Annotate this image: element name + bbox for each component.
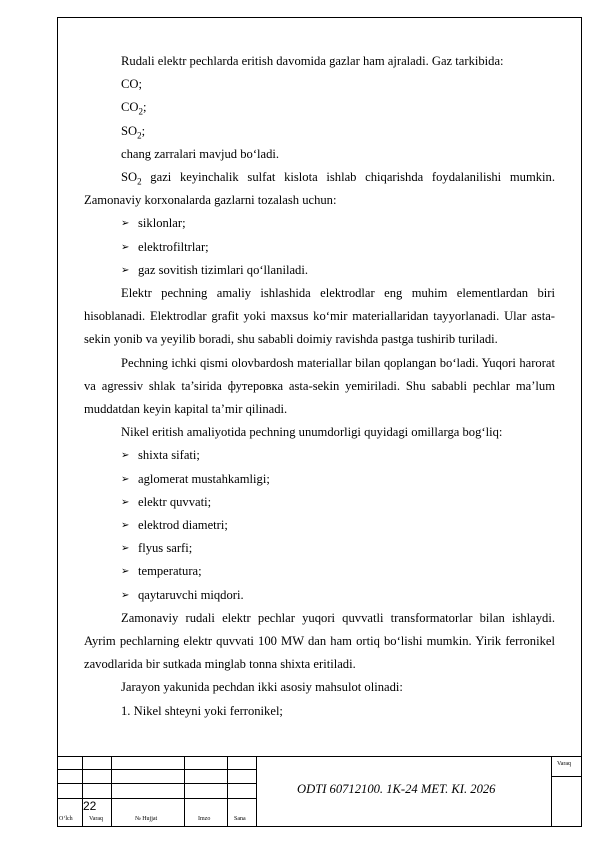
paragraph-product-1: 1. Nikel shteyni yoki ferronikel; [121, 703, 283, 718]
bullet-text: flyus sarfi; [138, 541, 193, 556]
bullet-text: elektrod diametri; [138, 518, 228, 533]
bullet-text: elektrofiltrlar; [138, 239, 209, 254]
paragraph-gases-intro: Rudali elektr pechlarda eritish davomida gazlar ham ajraladi. Gaz tarkibida: [121, 54, 504, 68]
list-line-co2 [84, 96, 555, 119]
bullet-item [84, 468, 555, 491]
bullet-text: shixta sifati; [138, 448, 200, 463]
bullet-item [84, 491, 555, 514]
paragraph-electrodes: Elektr pechning amaliy ishlashida elektrodlar eng muhim elementlardan biri hisoblanadi. Elektrodlar grafit yoki maxsus ko‘mir materiallaridan tayyorlanadi. Ular asta-sekin yonib va yeyilib boradi, shu sababli doimiy ravishda pastga tushirib turiladi. [84, 286, 555, 347]
list-line-co: CO; [121, 77, 142, 92]
col-olch-label: O‘lch [59, 816, 73, 822]
paragraph-lining: Pechning ichki qismi olovbardosh materiallar bilan qoplangan bo‘ladi. Yuqori harorat va agressiv shlak ta’sirida футеровка asta-sekin yemiriladi. Shu sababli pechlar ma’lum muddatdan keyin kapital ta’mir qilinadi. [84, 355, 555, 417]
stamp-grid-line [256, 756, 257, 827]
arrow-bullet-icon: ➢ [121, 218, 130, 230]
arrow-bullet-icon: ➢ [121, 241, 130, 253]
varaq-label: Varaq [557, 761, 571, 767]
arrow-bullet-icon: ➢ [121, 589, 130, 601]
paragraph-transformers: Zamonaviy rudali elektr pechlar yuqori quvvatli transformatorlar bilan ishlaydi. Ayrim pechlarning elektr quvvati 100 MW dan ham ortiq bo‘lishi mumkin. Yirik ferronikel zavodlarida bir sutkada minglab tonna shixta eritiladi. [84, 610, 555, 672]
stamp-grid-line [82, 756, 83, 827]
co2-semicolon: ; [143, 100, 147, 115]
arrow-bullet-icon: ➢ [121, 520, 130, 532]
paragraph-productivity: Nikel eritish amaliyotida pechning unumdorligi quyidagi omillarga bog‘liq: [121, 425, 503, 440]
stamp-grid-line [551, 776, 582, 777]
bullet-text: aglomerat mustahkamligi; [138, 471, 270, 486]
so2-text: SO [121, 170, 138, 185]
list-line-so2 [84, 120, 555, 143]
bullet-item [84, 560, 555, 583]
col-sana-label: Sana [234, 816, 246, 822]
bullet-text: qaytaruvchi miqdori. [138, 587, 244, 602]
col-varaq-label: Varaq [89, 816, 103, 822]
bullet-item [84, 444, 555, 467]
arrow-bullet-icon: ➢ [121, 473, 130, 485]
document-body [84, 50, 555, 723]
bullet-text: siklonlar; [138, 216, 186, 231]
co2-text: CO [121, 100, 139, 115]
bullet-item [84, 584, 555, 607]
stamp-grid-line [184, 756, 185, 827]
so2-semicolon: ; [141, 123, 146, 138]
paragraph-products-intro: Jarayon yakunida pechdan ikki asosiy mahsulot olinadi: [121, 680, 403, 695]
list-line-dust: chang zarralari mavjud bo‘ladi. [121, 146, 280, 161]
arrow-bullet-icon: ➢ [121, 264, 130, 276]
col-hujjat-label: № Hujjat [135, 816, 158, 822]
so2-text: SO [121, 123, 138, 138]
arrow-bullet-icon: ➢ [121, 450, 130, 462]
stamp-grid-line [227, 756, 228, 827]
co2-subscript: 2 [138, 106, 143, 117]
bullet-item [84, 537, 555, 560]
page-number: 22 [83, 799, 97, 813]
stamp-grid-line [111, 756, 112, 827]
bullet-text: gaz sovitish tizimlari qo‘llaniladi. [138, 262, 308, 277]
col-imzo-label: Imzo [198, 816, 211, 822]
arrow-bullet-icon: ➢ [121, 566, 130, 578]
bullet-item [84, 236, 555, 259]
so2-subscript: 2 [137, 130, 142, 141]
bullet-item [84, 259, 555, 282]
bullet-text: elektr quvvati; [138, 494, 212, 509]
bullet-item [84, 514, 555, 537]
paragraph-so2-usage [84, 166, 555, 212]
arrow-bullet-icon: ➢ [121, 543, 130, 555]
document-code: ODTI 60712100. 1K-24 MET. KI. 2026 [297, 782, 496, 796]
stamp-top-line [57, 756, 582, 757]
stamp-grid-line [551, 756, 552, 827]
bullet-item [84, 212, 555, 235]
bullet-text: temperatura; [138, 564, 202, 579]
so2-usage-text: gazi keyinchalik sulfat kislota ishlab chiqarishda foydalanilishi mumkin. Zamonaviy korxonalarda gazlarni tozalash uchun: [84, 170, 555, 208]
title-block [57, 756, 582, 827]
so2-subscript: 2 [137, 176, 142, 187]
arrow-bullet-icon: ➢ [121, 496, 130, 508]
